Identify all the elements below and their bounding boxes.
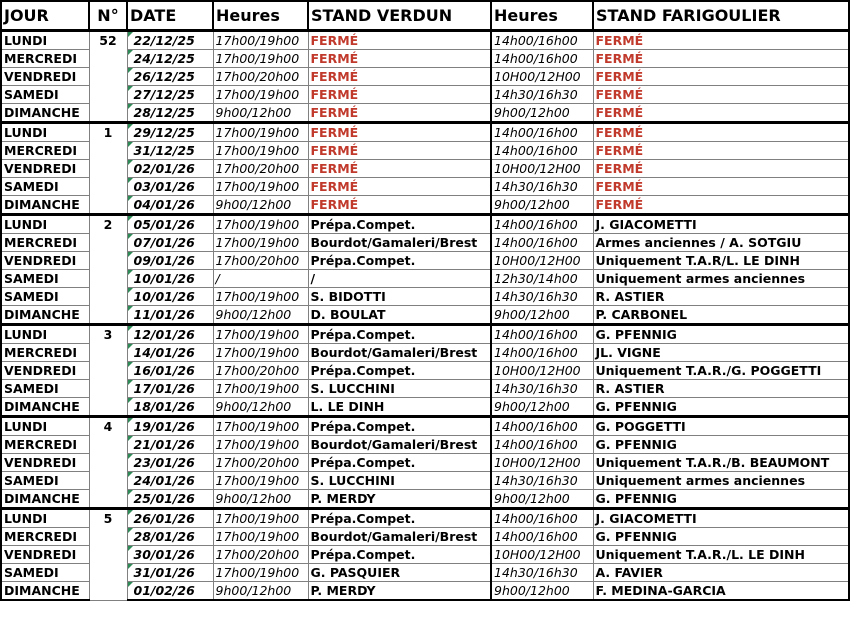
hours-farigoulier-cell: 9h00/12h00 <box>491 306 593 325</box>
table-row <box>1 344 849 362</box>
day-cell: VENDREDI <box>1 160 89 178</box>
hours-verdun-cell: 17h00/19h00 <box>213 234 308 252</box>
date-cell: 22/12/25 <box>127 31 213 50</box>
header-week: N° <box>89 1 127 31</box>
hours-verdun-cell: 17h00/19h00 <box>213 528 308 546</box>
day-cell: DIMANCHE <box>1 196 89 215</box>
hours-farigoulier-cell: 10H00/12H00 <box>491 362 593 380</box>
date-cell: 12/01/26 <box>127 325 213 344</box>
stand-verdun-cell: Prépa.Compet. <box>308 215 491 234</box>
table-row <box>1 306 849 325</box>
stand-farigoulier-cell: G. PFENNIG <box>593 528 849 546</box>
table-row <box>1 417 849 436</box>
stand-verdun-cell: FERMÉ <box>308 31 491 50</box>
table-row <box>1 528 849 546</box>
hours-farigoulier-cell: 14h30/16h30 <box>491 472 593 490</box>
stand-verdun-cell: FERMÉ <box>308 178 491 196</box>
hours-farigoulier-cell: 14h00/16h00 <box>491 31 593 50</box>
stand-verdun-cell: FERMÉ <box>308 123 491 142</box>
day-cell: LUNDI <box>1 417 89 436</box>
stand-verdun-cell: FERMÉ <box>308 50 491 68</box>
hours-farigoulier-cell: 9h00/12h00 <box>491 490 593 509</box>
day-cell: SAMEDI <box>1 270 89 288</box>
hours-verdun-cell: 17h00/19h00 <box>213 417 308 436</box>
hours-farigoulier-cell: 14h00/16h00 <box>491 344 593 362</box>
header-hours-verdun: Heures <box>213 1 308 31</box>
date-cell: 31/12/25 <box>127 142 213 160</box>
table-row <box>1 215 849 234</box>
table-row <box>1 454 849 472</box>
hours-farigoulier-cell: 14h30/16h30 <box>491 564 593 582</box>
day-cell: VENDREDI <box>1 454 89 472</box>
date-cell: 31/01/26 <box>127 564 213 582</box>
hours-verdun-cell: 9h00/12h00 <box>213 196 308 215</box>
stand-farigoulier-cell: G. POGGETTI <box>593 417 849 436</box>
date-cell: 19/01/26 <box>127 417 213 436</box>
table-row <box>1 362 849 380</box>
hours-farigoulier-cell: 14h00/16h00 <box>491 417 593 436</box>
date-cell: 11/01/26 <box>127 306 213 325</box>
date-cell: 18/01/26 <box>127 398 213 417</box>
stand-farigoulier-cell: FERMÉ <box>593 123 849 142</box>
stand-farigoulier-cell: FERMÉ <box>593 178 849 196</box>
hours-farigoulier-cell: 14h30/16h30 <box>491 178 593 196</box>
stand-verdun-cell: FERMÉ <box>308 142 491 160</box>
table-row <box>1 288 849 306</box>
table-row <box>1 325 849 344</box>
stand-farigoulier-cell: J. GIACOMETTI <box>593 509 849 528</box>
header-row <box>1 1 849 31</box>
date-cell: 23/01/26 <box>127 454 213 472</box>
header-date: DATE <box>127 1 213 31</box>
stand-verdun-cell: FERMÉ <box>308 196 491 215</box>
stand-farigoulier-cell: FERMÉ <box>593 142 849 160</box>
date-cell: 01/02/26 <box>127 582 213 601</box>
day-cell: DIMANCHE <box>1 104 89 123</box>
date-cell: 02/01/26 <box>127 160 213 178</box>
day-cell: MERCREDI <box>1 344 89 362</box>
table-row <box>1 234 849 252</box>
stand-farigoulier-cell: A. FAVIER <box>593 564 849 582</box>
day-cell: SAMEDI <box>1 564 89 582</box>
hours-verdun-cell: 17h00/19h00 <box>213 509 308 528</box>
stand-verdun-cell: Prépa.Compet. <box>308 546 491 564</box>
stand-verdun-cell: Prépa.Compet. <box>308 325 491 344</box>
stand-verdun-cell: S. LUCCHINI <box>308 472 491 490</box>
day-cell: MERCREDI <box>1 528 89 546</box>
stand-farigoulier-cell: Uniquement armes anciennes <box>593 472 849 490</box>
day-cell: SAMEDI <box>1 380 89 398</box>
hours-verdun-cell: 9h00/12h00 <box>213 398 308 417</box>
hours-verdun-cell: 9h00/12h00 <box>213 104 308 123</box>
stand-farigoulier-cell: Uniquement T.A.R/L. LE DINH <box>593 252 849 270</box>
day-cell: SAMEDI <box>1 472 89 490</box>
hours-verdun-cell: 17h00/19h00 <box>213 344 308 362</box>
hours-verdun-cell: 17h00/20h00 <box>213 68 308 86</box>
hours-farigoulier-cell: 14h30/16h30 <box>491 380 593 398</box>
day-cell: DIMANCHE <box>1 582 89 601</box>
table-row <box>1 68 849 86</box>
hours-farigoulier-cell: 10H00/12H00 <box>491 68 593 86</box>
week-number-cell: 2 <box>89 215 127 325</box>
hours-verdun-cell: 17h00/19h00 <box>213 564 308 582</box>
hours-verdun-cell: 17h00/19h00 <box>213 50 308 68</box>
hours-verdun-cell: 17h00/19h00 <box>213 31 308 50</box>
hours-verdun-cell: / <box>213 270 308 288</box>
day-cell: SAMEDI <box>1 86 89 104</box>
stand-verdun-cell: Bourdot/Gamaleri/Brest <box>308 528 491 546</box>
hours-farigoulier-cell: 10H00/12H00 <box>491 454 593 472</box>
date-cell: 26/12/25 <box>127 68 213 86</box>
table-row <box>1 436 849 454</box>
date-cell: 03/01/26 <box>127 178 213 196</box>
stand-farigoulier-cell: FERMÉ <box>593 50 849 68</box>
hours-verdun-cell: 17h00/20h00 <box>213 362 308 380</box>
stand-verdun-cell: D. BOULAT <box>308 306 491 325</box>
stand-farigoulier-cell: Uniquement T.A.R./G. POGGETTI <box>593 362 849 380</box>
table-row <box>1 123 849 142</box>
table-row <box>1 546 849 564</box>
day-cell: LUNDI <box>1 325 89 344</box>
stand-farigoulier-cell: Armes anciennes / A. SOTGIU <box>593 234 849 252</box>
day-cell: MERCREDI <box>1 142 89 160</box>
hours-verdun-cell: 17h00/19h00 <box>213 325 308 344</box>
hours-verdun-cell: 17h00/19h00 <box>213 380 308 398</box>
hours-farigoulier-cell: 14h30/16h30 <box>491 288 593 306</box>
stand-verdun-cell: Prépa.Compet. <box>308 362 491 380</box>
stand-farigoulier-cell: FERMÉ <box>593 104 849 123</box>
week-number-cell: 3 <box>89 325 127 417</box>
day-cell: VENDREDI <box>1 362 89 380</box>
stand-farigoulier-cell: Uniquement T.A.R./B. BEAUMONT <box>593 454 849 472</box>
hours-verdun-cell: 9h00/12h00 <box>213 306 308 325</box>
day-cell: DIMANCHE <box>1 306 89 325</box>
stand-verdun-cell: S. BIDOTTI <box>308 288 491 306</box>
stand-farigoulier-cell: FERMÉ <box>593 68 849 86</box>
table-row <box>1 472 849 490</box>
day-cell: SAMEDI <box>1 178 89 196</box>
date-cell: 27/12/25 <box>127 86 213 104</box>
day-cell: MERCREDI <box>1 234 89 252</box>
hours-verdun-cell: 17h00/19h00 <box>213 215 308 234</box>
stand-farigoulier-cell: F. MEDINA-GARCIA <box>593 582 849 601</box>
date-cell: 30/01/26 <box>127 546 213 564</box>
stand-farigoulier-cell: G. PFENNIG <box>593 398 849 417</box>
date-cell: 05/01/26 <box>127 215 213 234</box>
stand-verdun-cell: FERMÉ <box>308 104 491 123</box>
hours-farigoulier-cell: 14h00/16h00 <box>491 528 593 546</box>
date-cell: 26/01/26 <box>127 509 213 528</box>
hours-farigoulier-cell: 14h30/16h30 <box>491 86 593 104</box>
table-row <box>1 160 849 178</box>
stand-verdun-cell: L. LE DINH <box>308 398 491 417</box>
header-stand-farigoulier: STAND FARIGOULIER <box>593 1 849 31</box>
table-row <box>1 196 849 215</box>
table-row <box>1 490 849 509</box>
stand-verdun-cell: G. PASQUIER <box>308 564 491 582</box>
day-cell: LUNDI <box>1 123 89 142</box>
header-stand-verdun: STAND VERDUN <box>308 1 491 31</box>
hours-verdun-cell: 17h00/19h00 <box>213 142 308 160</box>
stand-farigoulier-cell: G. PFENNIG <box>593 325 849 344</box>
hours-verdun-cell: 9h00/12h00 <box>213 490 308 509</box>
day-cell: MERCREDI <box>1 50 89 68</box>
stand-farigoulier-cell: G. PFENNIG <box>593 490 849 509</box>
table-row <box>1 582 849 601</box>
stand-verdun-cell: P. MERDY <box>308 582 491 601</box>
hours-verdun-cell: 17h00/19h00 <box>213 436 308 454</box>
stand-verdun-cell: Prépa.Compet. <box>308 454 491 472</box>
table-row <box>1 50 849 68</box>
stand-farigoulier-cell: R. ASTIER <box>593 380 849 398</box>
date-cell: 24/01/26 <box>127 472 213 490</box>
date-cell: 29/12/25 <box>127 123 213 142</box>
week-number-cell: 5 <box>89 509 127 601</box>
stand-farigoulier-cell: FERMÉ <box>593 31 849 50</box>
day-cell: VENDREDI <box>1 252 89 270</box>
hours-farigoulier-cell: 12h30/14h00 <box>491 270 593 288</box>
stand-farigoulier-cell: FERMÉ <box>593 160 849 178</box>
stand-verdun-cell: FERMÉ <box>308 86 491 104</box>
table-row <box>1 564 849 582</box>
header-hours-farigoulier: Heures <box>491 1 593 31</box>
date-cell: 14/01/26 <box>127 344 213 362</box>
stand-verdun-cell: FERMÉ <box>308 68 491 86</box>
day-cell: DIMANCHE <box>1 490 89 509</box>
hours-farigoulier-cell: 10H00/12H00 <box>491 160 593 178</box>
stand-farigoulier-cell: P. CARBONEL <box>593 306 849 325</box>
day-cell: MERCREDI <box>1 436 89 454</box>
table-row <box>1 178 849 196</box>
date-cell: 04/01/26 <box>127 196 213 215</box>
hours-verdun-cell: 17h00/20h00 <box>213 454 308 472</box>
hours-farigoulier-cell: 9h00/12h00 <box>491 398 593 417</box>
date-cell: 28/01/26 <box>127 528 213 546</box>
stand-verdun-cell: Prépa.Compet. <box>308 252 491 270</box>
day-cell: LUNDI <box>1 215 89 234</box>
date-cell: 17/01/26 <box>127 380 213 398</box>
header-day: JOUR <box>1 1 89 31</box>
hours-verdun-cell: 17h00/19h00 <box>213 472 308 490</box>
hours-farigoulier-cell: 14h00/16h00 <box>491 215 593 234</box>
hours-farigoulier-cell: 10H00/12H00 <box>491 546 593 564</box>
date-cell: 10/01/26 <box>127 270 213 288</box>
table-row <box>1 509 849 528</box>
table-row <box>1 398 849 417</box>
hours-farigoulier-cell: 14h00/16h00 <box>491 50 593 68</box>
hours-verdun-cell: 9h00/12h00 <box>213 582 308 601</box>
table-row <box>1 142 849 160</box>
table-row <box>1 104 849 123</box>
stand-farigoulier-cell: FERMÉ <box>593 86 849 104</box>
hours-verdun-cell: 17h00/20h00 <box>213 252 308 270</box>
hours-verdun-cell: 17h00/19h00 <box>213 123 308 142</box>
hours-verdun-cell: 17h00/19h00 <box>213 86 308 104</box>
date-cell: 09/01/26 <box>127 252 213 270</box>
hours-farigoulier-cell: 9h00/12h00 <box>491 582 593 601</box>
stand-farigoulier-cell: J. GIACOMETTI <box>593 215 849 234</box>
day-cell: SAMEDI <box>1 288 89 306</box>
stand-farigoulier-cell: JL. VIGNE <box>593 344 849 362</box>
date-cell: 28/12/25 <box>127 104 213 123</box>
hours-farigoulier-cell: 10H00/12H00 <box>491 252 593 270</box>
stand-verdun-cell: Prépa.Compet. <box>308 509 491 528</box>
day-cell: LUNDI <box>1 509 89 528</box>
stand-farigoulier-cell: Uniquement armes anciennes <box>593 270 849 288</box>
stand-farigoulier-cell: R. ASTIER <box>593 288 849 306</box>
date-cell: 21/01/26 <box>127 436 213 454</box>
table-row <box>1 31 849 50</box>
week-number-cell: 4 <box>89 417 127 509</box>
day-cell: VENDREDI <box>1 546 89 564</box>
table-row <box>1 86 849 104</box>
stand-verdun-cell: Bourdot/Gamaleri/Brest <box>308 344 491 362</box>
hours-verdun-cell: 17h00/19h00 <box>213 178 308 196</box>
day-cell: DIMANCHE <box>1 398 89 417</box>
hours-farigoulier-cell: 14h00/16h00 <box>491 325 593 344</box>
table-row <box>1 252 849 270</box>
stand-verdun-cell: Prépa.Compet. <box>308 417 491 436</box>
hours-farigoulier-cell: 14h00/16h00 <box>491 436 593 454</box>
schedule-body <box>1 31 849 601</box>
date-cell: 07/01/26 <box>127 234 213 252</box>
hours-farigoulier-cell: 14h00/16h00 <box>491 234 593 252</box>
stand-verdun-cell: P. MERDY <box>308 490 491 509</box>
stand-farigoulier-cell: G. PFENNIG <box>593 436 849 454</box>
stand-farigoulier-cell: FERMÉ <box>593 196 849 215</box>
hours-verdun-cell: 17h00/20h00 <box>213 160 308 178</box>
hours-farigoulier-cell: 14h00/16h00 <box>491 123 593 142</box>
day-cell: VENDREDI <box>1 68 89 86</box>
week-number-cell: 52 <box>89 31 127 123</box>
day-cell: LUNDI <box>1 31 89 50</box>
stand-farigoulier-cell: Uniquement T.A.R./L. LE DINH <box>593 546 849 564</box>
date-cell: 24/12/25 <box>127 50 213 68</box>
hours-verdun-cell: 17h00/20h00 <box>213 546 308 564</box>
hours-farigoulier-cell: 14h00/16h00 <box>491 509 593 528</box>
hours-verdun-cell: 17h00/19h00 <box>213 288 308 306</box>
date-cell: 10/01/26 <box>127 288 213 306</box>
hours-farigoulier-cell: 9h00/12h00 <box>491 104 593 123</box>
stand-verdun-cell: Bourdot/Gamaleri/Brest <box>308 436 491 454</box>
week-number-cell: 1 <box>89 123 127 215</box>
stand-verdun-cell: / <box>308 270 491 288</box>
stand-verdun-cell: FERMÉ <box>308 160 491 178</box>
hours-farigoulier-cell: 9h00/12h00 <box>491 196 593 215</box>
date-cell: 16/01/26 <box>127 362 213 380</box>
table-row <box>1 380 849 398</box>
stand-verdun-cell: Bourdot/Gamaleri/Brest <box>308 234 491 252</box>
table-row <box>1 270 849 288</box>
stand-verdun-cell: S. LUCCHINI <box>308 380 491 398</box>
hours-farigoulier-cell: 14h00/16h00 <box>491 142 593 160</box>
date-cell: 25/01/26 <box>127 490 213 509</box>
